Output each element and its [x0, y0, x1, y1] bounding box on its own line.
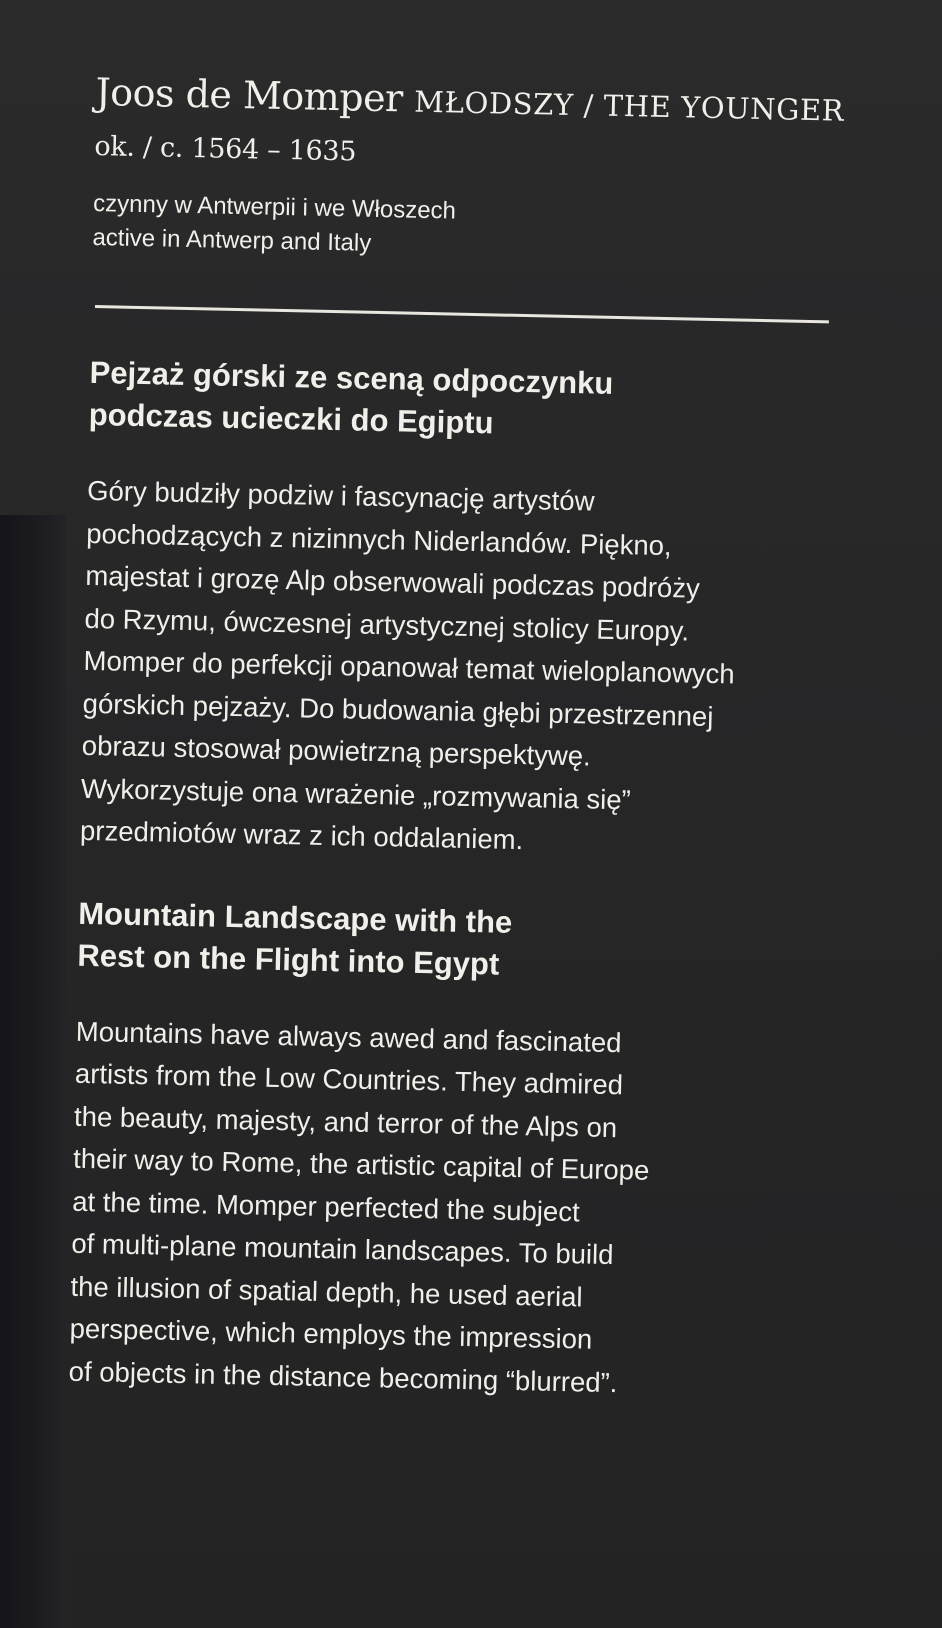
body-line: do Rzymu, ówczesnej artystycznej stolicy Europy. [84, 602, 690, 647]
description-english [68, 1010, 866, 1409]
body-line: Momper do perfekcji opanował temat wieloplanowych [83, 644, 735, 690]
body-line: górskich pejzaży. Do budowania głębi przestrzennej [82, 687, 714, 732]
body-line: of multi-plane mountain landscapes. To build [71, 1227, 614, 1271]
artwork-title-english [77, 892, 869, 993]
body-line: obrazu stosował powietrzną perspektywę. [81, 729, 592, 772]
dark-edge-shadow [0, 515, 66, 1628]
body-line: at the time. Momper perfected the subject [71, 1185, 581, 1227]
body-line: artists from the Low Countries. They admired [74, 1057, 624, 1101]
artwork-title-polish [88, 352, 880, 453]
body-line: przedmiotów wraz z ich oddalaniem. [79, 814, 524, 856]
divider-line [95, 305, 829, 323]
body-line: Wykorzystuje ona wrażenie „rozmywania się” [80, 772, 632, 815]
body-line: the beauty, majesty, and terror of the Alps on [73, 1100, 618, 1143]
description-polish [80, 470, 878, 869]
title-line: Pejzaż górski ze sceną odpoczynku [89, 354, 614, 401]
title-line: podczas ucieczki do Egiptu [88, 396, 494, 441]
title-line: Mountain Landscape with the [77, 895, 513, 940]
artist-epithet: MŁODSZY / THE YOUNGER [413, 84, 845, 128]
body-line: of objects in the distance becoming “blurred”. [68, 1355, 618, 1398]
body-line: perspective, which employs the impression [69, 1312, 593, 1355]
body-line: pochodzących z nizinnych Niderlandów. Piękno, [85, 517, 672, 561]
artist-heading [95, 70, 886, 134]
body-line: Mountains have always awed and fascinated [75, 1015, 622, 1058]
body-line: the illusion of spatial depth, he used aerial [70, 1270, 583, 1312]
artist-name: Joos de Momper [95, 70, 404, 121]
activity-polish: czynny w Antwerpii i we Włoszech [92, 189, 457, 225]
artist-activity [92, 187, 883, 272]
body-line: their way to Rome, the artistic capital of Europe [72, 1142, 650, 1186]
title-line: Rest on the Flight into Egypt [77, 937, 500, 982]
activity-english: active in Antwerp and Italy [92, 223, 372, 257]
artist-dates: ok. / c. 1564 – 1635 [94, 130, 357, 168]
body-line: Góry budziły podziw i fascynację artystów [86, 474, 595, 517]
label-content [68, 70, 886, 1409]
body-line: majestat i grozę Alp obserwowali podczas podróży [85, 559, 701, 604]
